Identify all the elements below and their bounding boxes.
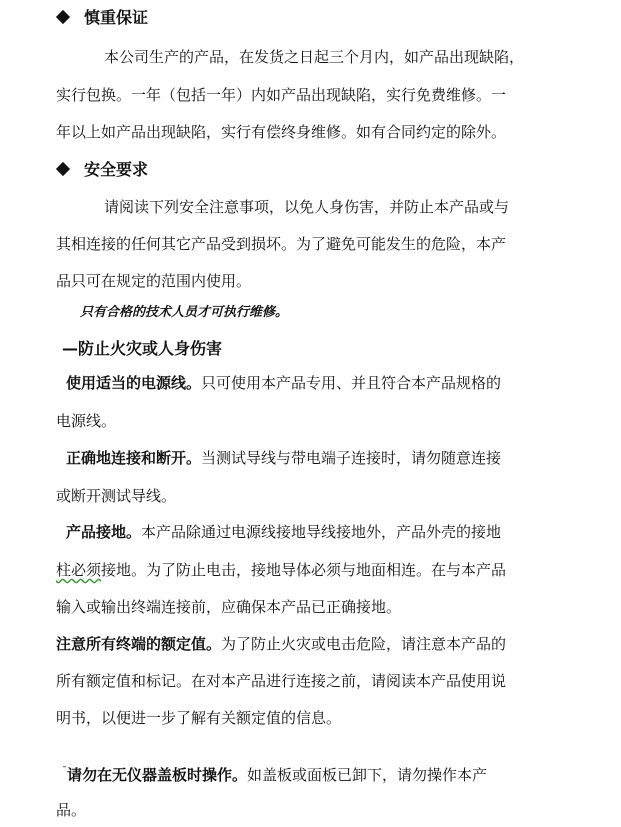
spellcheck-squiggle-word: 柱必须 [56,561,102,579]
warranty-line-3: 年以上如产品出现缺陷，实行有偿终身维修。如有合同约定的除外。 [56,123,507,141]
item-connect-text: 当测试导线与带电端子连接时，请勿随意连接 [201,449,502,467]
warranty-line-2: 实行包换。一年（包括一年）内如产品出现缺陷，实行免费维修。一 [56,86,507,104]
warranty-line-1: 本公司生产的产品，在发货之日起三个月内，如产品出现缺陷， [104,48,525,66]
item-power-cord-line-1 [66,373,501,393]
stray-mark-icon: ˉ [62,766,67,777]
item-power-cord-line-2: 电源线。 [56,412,117,430]
item-ratings-line-3: 明书，以便进一步了解有关额定值的信息。 [56,709,342,727]
item-ratings-line-2: 所有额定值和标记。在对本产品进行连接之前，请阅读本产品使用说 [56,672,507,690]
item-grounding-line-2-rest: 接地。为了防止电击，接地导体必须与地面相连。在与本产品 [101,561,507,579]
item-ratings-line-1 [56,634,506,654]
item-connect-title: 正确地连接和断开。 [66,449,202,467]
item-ratings-title: 注意所有终端的额定值。 [56,635,222,653]
item-connect-line-1 [66,448,501,468]
item-cover-line-2: 品。 [56,801,87,819]
safety-line-3: 品只可在规定的范围内使用。 [56,272,252,290]
item-cover-title: 请勿在无仪器盖板时操作。 [67,766,248,784]
safety-heading-row [0,160,148,180]
diamond-bullet-icon [56,10,70,24]
item-grounding-line-2 [56,560,506,580]
item-grounding-text: 本产品除通过电源线接地导线接地外，产品外壳的接地 [141,523,502,541]
safety-line-1: 请阅读下列安全注意事项，以免人身伤害，并防止本产品或与 [104,198,510,216]
italic-note: 只有合格的技术人员才可执行维修。 [80,305,289,320]
warranty-heading-row [0,8,148,28]
safety-subheading: —防止火灾或人身伤害 [62,339,223,358]
item-connect-line-2: 或断开测试导线。 [56,487,177,505]
warranty-heading: 慎重保证 [84,8,149,27]
safety-heading: 安全要求 [84,160,149,179]
safety-line-2: 其相连接的任何其它产品受到损坏。为了避免可能发生的危险，本产 [56,235,507,253]
item-power-cord-text: 只可使用本产品专用、并且符合本产品规格的 [201,374,502,392]
item-grounding-title: 产品接地。 [66,523,142,541]
diamond-bullet-icon [56,162,70,176]
item-grounding-line-1 [66,522,501,542]
item-cover-text: 如盖板或面板已卸下，请勿操作本产 [247,766,488,784]
item-grounding-line-3: 输入或输出终端连接前，应确保本产品已正确接地。 [56,598,402,616]
item-power-cord-title: 使用适当的电源线。 [66,374,202,392]
item-ratings-text: 为了防止火灾或电击危险，请注意本产品的 [221,635,507,653]
item-cover-line-1 [62,762,487,785]
